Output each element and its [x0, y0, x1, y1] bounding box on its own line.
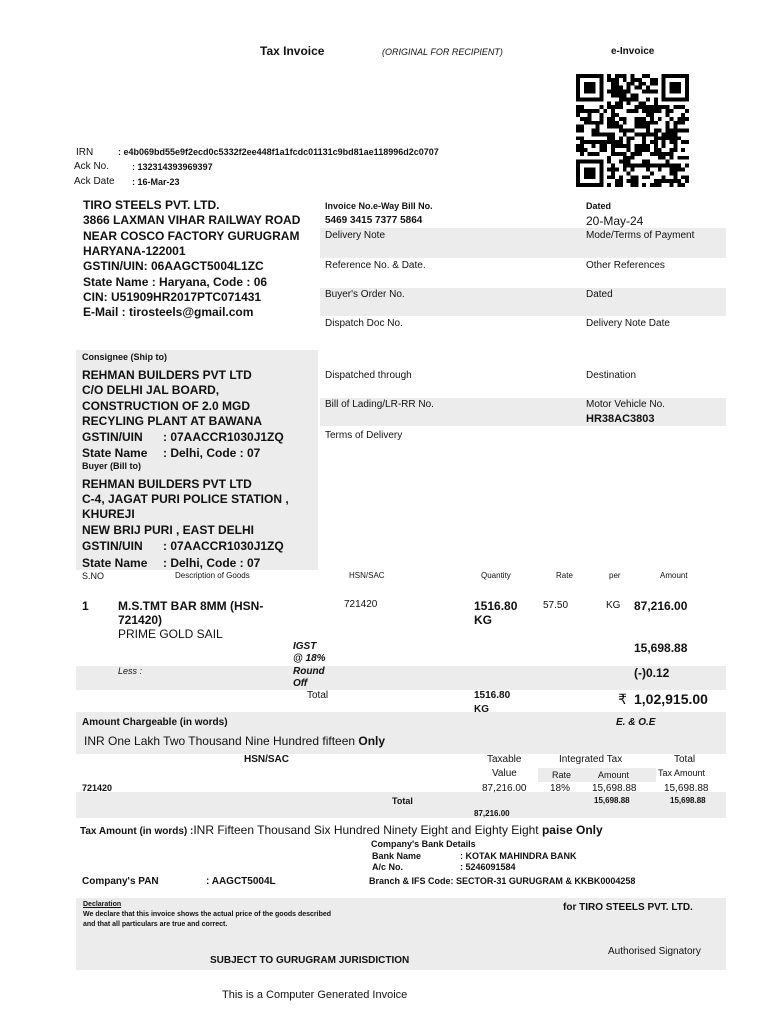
item-qty: 1516.80 — [474, 599, 518, 613]
consignee-state-value: : Delhi, Code : 07 — [163, 446, 261, 460]
seller-email: E-Mail : tirosteels@gmail.com — [83, 305, 254, 319]
round-off-amount: (-)0.12 — [634, 666, 670, 680]
for-company: for TIRO STEELS PVT. LTD. — [563, 902, 693, 913]
taxable-header: Taxable — [487, 754, 522, 765]
ack-date-label: Ack Date — [74, 176, 115, 187]
igst-amount: 15,698.88 — [634, 641, 688, 655]
eoe-label: E. & O.E — [616, 717, 656, 728]
items-total-label: Total — [307, 690, 329, 701]
items-total-qty: 1516.80 — [474, 690, 511, 701]
items-total-qty-unit: KG — [474, 704, 489, 715]
igst-label: IGST — [293, 641, 317, 652]
integrated-tax-header: Integrated Tax — [559, 754, 623, 765]
einvoice-label: e-Invoice — [611, 46, 655, 57]
col-per-header: per — [609, 571, 621, 580]
consignee-line-2: CONSTRUCTION OF 2.0 MGD — [82, 399, 251, 413]
buyers-order-label: Buyer's Order No. — [325, 289, 405, 300]
tax-amount-header: Amount — [598, 770, 630, 780]
item-per: KG — [606, 600, 621, 611]
total-tax-amount-header: Tax Amount — [658, 768, 706, 778]
invoice-title: Tax Invoice — [260, 44, 325, 58]
bank-heading: Company's Bank Details — [371, 839, 476, 849]
round-off-label-2: Off — [293, 678, 308, 689]
buyer-line-3: NEW BRIJ PURI , EAST DELHI — [82, 523, 255, 537]
irn-value: : e4b069bd55e9f2ecd0c5332f2ee448f1a1fcdc01131c9bd81ae118996d2c0707 — [118, 147, 439, 157]
col-qty-header: Quantity — [481, 571, 511, 580]
item-desc-line-2: 721420) — [118, 613, 163, 627]
item-desc-line-3: PRIME GOLD SAIL — [118, 627, 223, 641]
tax-amount-words: Tax Amount (in words) :INR Fifteen Thousand Six Hundred Ninety Eight and Eighty Eight paise Only — [80, 823, 603, 837]
round-off-label: Round — [293, 666, 325, 677]
tax-total-amount: 15,698.88 — [594, 796, 630, 805]
tax-total-label: Total — [392, 796, 413, 806]
dated-2-label: Dated — [586, 289, 613, 300]
tax-row-hsn: 721420 — [82, 783, 113, 793]
tax-total-taxable: 87,216.00 — [474, 809, 510, 818]
row-shade — [76, 666, 726, 690]
invoice-no-value: 5469 3415 7377 5864 — [325, 215, 423, 226]
qr-code-icon — [576, 72, 689, 189]
invoice-no-label: Invoice No.e-Way Bill No. — [325, 201, 433, 211]
pan-value: : AAGCT5004L — [206, 876, 276, 887]
tax-row-total: 15,698.88 — [664, 783, 709, 794]
dated-value: 20-May-24 — [586, 214, 644, 228]
declaration-line-2: and that all particulars are true and correct. — [83, 921, 228, 928]
motor-vehicle-label: Motor Vehicle No. — [586, 399, 665, 410]
tax-rate-header: Rate — [552, 770, 572, 780]
acno-label: A/c No. — [372, 862, 404, 872]
buyer-heading: Buyer (Bill to) — [82, 461, 142, 471]
col-rate-header: Rate — [556, 571, 573, 580]
reference-label: Reference No. & Date. — [325, 260, 426, 271]
buyer-line-2: KHUREJI — [82, 507, 135, 521]
buyer-gstin-value: : 07AACCR1030J1ZQ — [163, 539, 284, 553]
consignee-line-3: RECYLING PLANT AT BAWANA — [82, 414, 262, 428]
item-amount: 87,216.00 — [634, 599, 688, 613]
seller-address-3: HARYANA-122001 — [83, 244, 186, 258]
tax-hsn-header: HSN/SAC — [244, 754, 290, 765]
col-amount-header: Amount — [660, 571, 688, 580]
total-tax-header: Total — [674, 754, 696, 765]
authorised-signatory: Authorised Signatory — [608, 946, 701, 957]
mode-terms-label: Mode/Terms of Payment — [586, 230, 695, 241]
buyer-gstin-label: GSTIN/UIN — [82, 539, 143, 553]
buyer-line-1: C-4, JAGAT PURI POLICE STATION , — [82, 492, 289, 506]
col-hsn-header: HSN/SAC — [349, 571, 385, 580]
tax-row-amount: 15,698.88 — [592, 783, 637, 794]
grand-total-amount: 1,02,915.00 — [634, 691, 708, 707]
seller-state: State Name : Haryana, Code : 06 — [83, 275, 268, 289]
seller-cin: CIN: U51909HR2017PTC071431 — [83, 290, 262, 304]
terms-of-delivery-label: Terms of Delivery — [325, 430, 403, 441]
buyer-state-value: : Delhi, Code : 07 — [163, 556, 261, 570]
consignee-state-label: State Name — [82, 446, 148, 460]
bill-of-lading-label: Bill of Lading/LR-RR No. — [325, 399, 434, 410]
amount-words-label: Amount Chargeable (in words) — [82, 717, 228, 728]
acno-value: : 5246091584 — [460, 862, 516, 872]
tax-total-tax: 15,698.88 — [670, 796, 706, 805]
invoice-subtitle: (ORIGINAL FOR RECIPIENT) — [382, 47, 503, 57]
declaration-line-1: We declare that this invoice shows the actual price of the goods described — [83, 911, 332, 918]
consignee-name: REHMAN BUILDERS PVT LTD — [82, 368, 252, 382]
taxable-value-header: Value — [492, 768, 517, 779]
branch-ifsc: Branch & IFS Code: SECTOR-31 GURUGRAM & KKBK0004258 — [369, 876, 636, 886]
computer-generated-note: This is a Computer Generated Invoice — [222, 989, 408, 1001]
less-label: Less : — [118, 666, 143, 676]
pan-label: Company's PAN — [82, 876, 159, 887]
tax-row-taxable: 87,216.00 — [482, 783, 527, 794]
rupee-icon: ₹ — [618, 691, 627, 707]
seller-address-2: NEAR COSCO FACTORY GURUGRAM — [83, 229, 300, 243]
item-rate: 57.50 — [543, 600, 569, 611]
seller-gstin: GSTIN/UIN: 06AAGCT5004L1ZC — [83, 259, 264, 273]
buyer-state-label: State Name — [82, 556, 148, 570]
dispatch-doc-label: Dispatch Doc No. — [325, 318, 403, 329]
declaration-heading: Declaration — [83, 901, 122, 908]
dated-label: Dated — [586, 201, 612, 211]
consignee-line-1: C/O DELHI JAL BOARD, — [82, 383, 220, 397]
consignee-gstin-label: GSTIN/UIN — [82, 430, 143, 444]
seller-address-1: 3866 LAXMAN VIHAR RAILWAY ROAD — [83, 213, 301, 227]
consignee-gstin-value: : 07AACCR1030J1ZQ — [163, 430, 284, 444]
irn-label: IRN — [76, 147, 94, 158]
other-references-label: Other References — [586, 260, 665, 271]
delivery-note-label: Delivery Note — [325, 230, 386, 241]
bank-name-value: : KOTAK MAHINDRA BANK — [460, 851, 577, 861]
consignee-heading: Consignee (Ship to) — [82, 352, 167, 362]
motor-vehicle-value: HR38AC3803 — [586, 413, 655, 425]
item-sno: 1 — [82, 599, 89, 613]
ack-date-value: : 16-Mar-23 — [132, 177, 180, 187]
seller-name: TIRO STEELS PVT. LTD. — [83, 198, 220, 212]
col-sno-header: S.NO — [82, 571, 105, 581]
destination-label: Destination — [586, 370, 637, 381]
col-desc-header: Description of Goods — [175, 571, 250, 580]
igst-rate-label: @ 18% — [293, 653, 326, 664]
buyer-name: REHMAN BUILDERS PVT LTD — [82, 477, 252, 491]
amount-words-value: INR One Lakh Two Thousand Nine Hundred fifteen Only — [84, 734, 386, 748]
ack-no-label: Ack No. — [74, 161, 110, 172]
item-hsn: 721420 — [344, 599, 378, 610]
jurisdiction: SUBJECT TO GURUGRAM JURISDICTION — [210, 955, 410, 966]
dispatched-through-label: Dispatched through — [325, 370, 412, 381]
tax-row-rate: 18% — [550, 783, 571, 794]
bank-name-label: Bank Name — [372, 851, 422, 861]
delivery-note-date-label: Delivery Note Date — [586, 318, 670, 329]
ack-no-value: : 132314393969397 — [132, 162, 213, 172]
item-desc-line-1: M.S.TMT BAR 8MM (HSN- — [118, 599, 264, 613]
item-qty-unit: KG — [474, 613, 492, 627]
